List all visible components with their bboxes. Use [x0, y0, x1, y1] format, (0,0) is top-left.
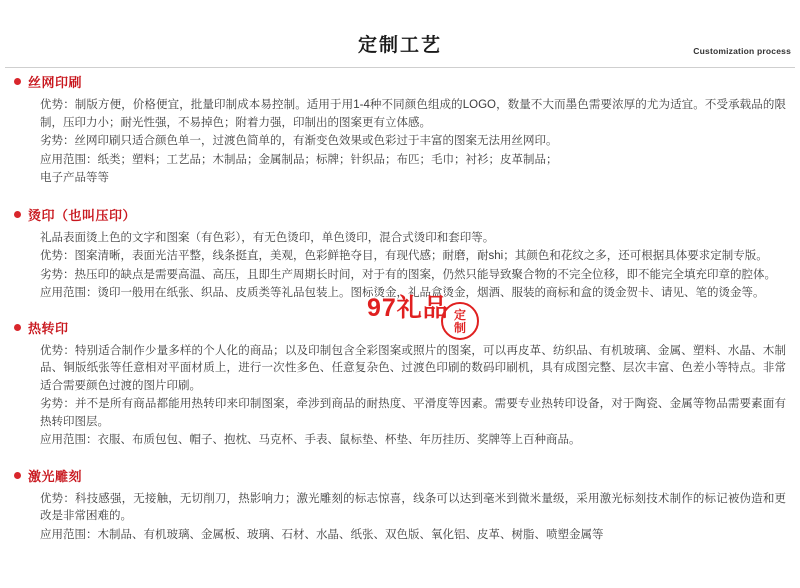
spacer: [0, 304, 800, 318]
section-title: 烫印（也叫压印）: [28, 207, 137, 223]
paragraph: 应用范围：木制品、有机玻璃、金属板、玻璃、石材、水晶、纸张、双色版、氧化铝、皮革、树脂、喷塑金属等: [40, 528, 604, 541]
paragraph: 礼品表面烫上色的文字和图案（有色彩），有无色烫印，单色烫印，混合式烫印和套印等。: [40, 231, 495, 244]
watermark-badge-line1: 定: [453, 308, 466, 322]
section-title: 丝网印刷: [28, 75, 83, 90]
page-header: [0, 0, 800, 72]
watermark-text: 97礼品: [367, 294, 449, 322]
bullet-icon: [14, 472, 21, 479]
paragraph: 优势：科技感强，无接触，无切削刀，热影响力；激光雕刻的标志惊喜，线条可以达到毫米到微米量级，采用激光标刻技术制作的标记被伪造和更改是非常困难的。: [40, 492, 786, 522]
section-hot-stamping: [0, 205, 800, 303]
paragraph: 应用范围：纸类；塑料；工艺品；木制品；金属制品；标牌；针织品；布匹；毛巾；衬衫；皮革制品；: [40, 153, 558, 166]
section-content: [14, 97, 786, 188]
header-divider: [5, 67, 795, 68]
paragraph: 电子产品等等: [40, 172, 109, 184]
bullet-icon: [14, 324, 21, 331]
paragraph: 劣势：热压印的缺点是需要高温、高压，且即生产周期长时间，对于有的图案，仍然只能导致聚合物的不完全位移，即不能完全填充印章的腔体。: [40, 268, 776, 281]
paragraph: 优势：制版方便，价格便宜，批量印制成本易控制。适用于用1-4种不同颜色组成的LOGO，数量不大而墨色需要浓厚的尤为适宜。不受承载品的限制，压印力小；耐光性强，不易掉色；附着力强，印制出的图案更有立体感。: [40, 99, 786, 129]
section-heat-transfer: [0, 318, 800, 450]
bullet-icon: [14, 211, 21, 218]
watermark-badge-line2: 制: [453, 321, 466, 335]
section-silkscreen: [0, 72, 800, 188]
paragraph: 优势：图案清晰，表面光洁平整，线条挺直，美观，色彩鲜艳夺目，有现代感；耐磨，耐shi；其颜色和花纹之多，还可根据具体要求定制专版。: [40, 250, 768, 262]
paragraph: 劣势：丝网印刷只适合颜色单一，过渡色简单的，有渐变色效果或色彩过于丰富的图案无法用丝网印。: [40, 135, 558, 147]
section-title: 热转印: [28, 320, 69, 336]
section-heading: [14, 205, 786, 224]
section-title: 激光雕刻: [28, 468, 83, 484]
section-content: [14, 230, 786, 303]
section-heading: [14, 466, 786, 485]
section-content: [14, 491, 786, 545]
paragraph: 劣势：并不是所有商品都能用热转印来印制图案，牵涉到商品的耐热度、平滑度等因素。需要专业热转印设备，对于陶瓷、金属等物品需要素面有热转印图层。: [40, 398, 786, 428]
spacer: [0, 189, 800, 205]
spacer: [0, 451, 800, 466]
paragraph: 应用范围：衣服、布质包包、帽子、抱枕、马克杯、手表、鼠标垫、杯垫、年历挂历、奖牌等上百种商品。: [40, 434, 581, 446]
document-body: [0, 72, 800, 544]
paragraph: 优势：特别适合制作少量多样的个人化的商品；以及印制包含全彩图案或照片的图案，可以再皮革、纺织品、有机玻璃、金属、塑料、水晶、木制品、铜版纸张等任意相对平面材质上，进行一次性多色、任意复杂色、过渡色印刷的数码印刷机，具有成图完整、层次丰富、色差小等特点。非常适合需要颜色过渡的图片印刷。: [40, 344, 786, 392]
page-subtitle: Customization process: [693, 46, 791, 56]
section-heading: [14, 318, 786, 337]
page-title: 定制工艺: [357, 35, 442, 56]
section-heading: [14, 72, 786, 91]
section-content: [14, 343, 786, 450]
bullet-icon: [14, 78, 21, 85]
paragraph: 应用范围：烫印一般用在纸张、织品、皮质类等礼品包装上。图标烫金，礼品盒烫金，烟酒、服装的商标和盒的烫金贺卡、请见、笔的烫金等。: [40, 287, 765, 299]
section-laser-engraving: [0, 466, 800, 545]
